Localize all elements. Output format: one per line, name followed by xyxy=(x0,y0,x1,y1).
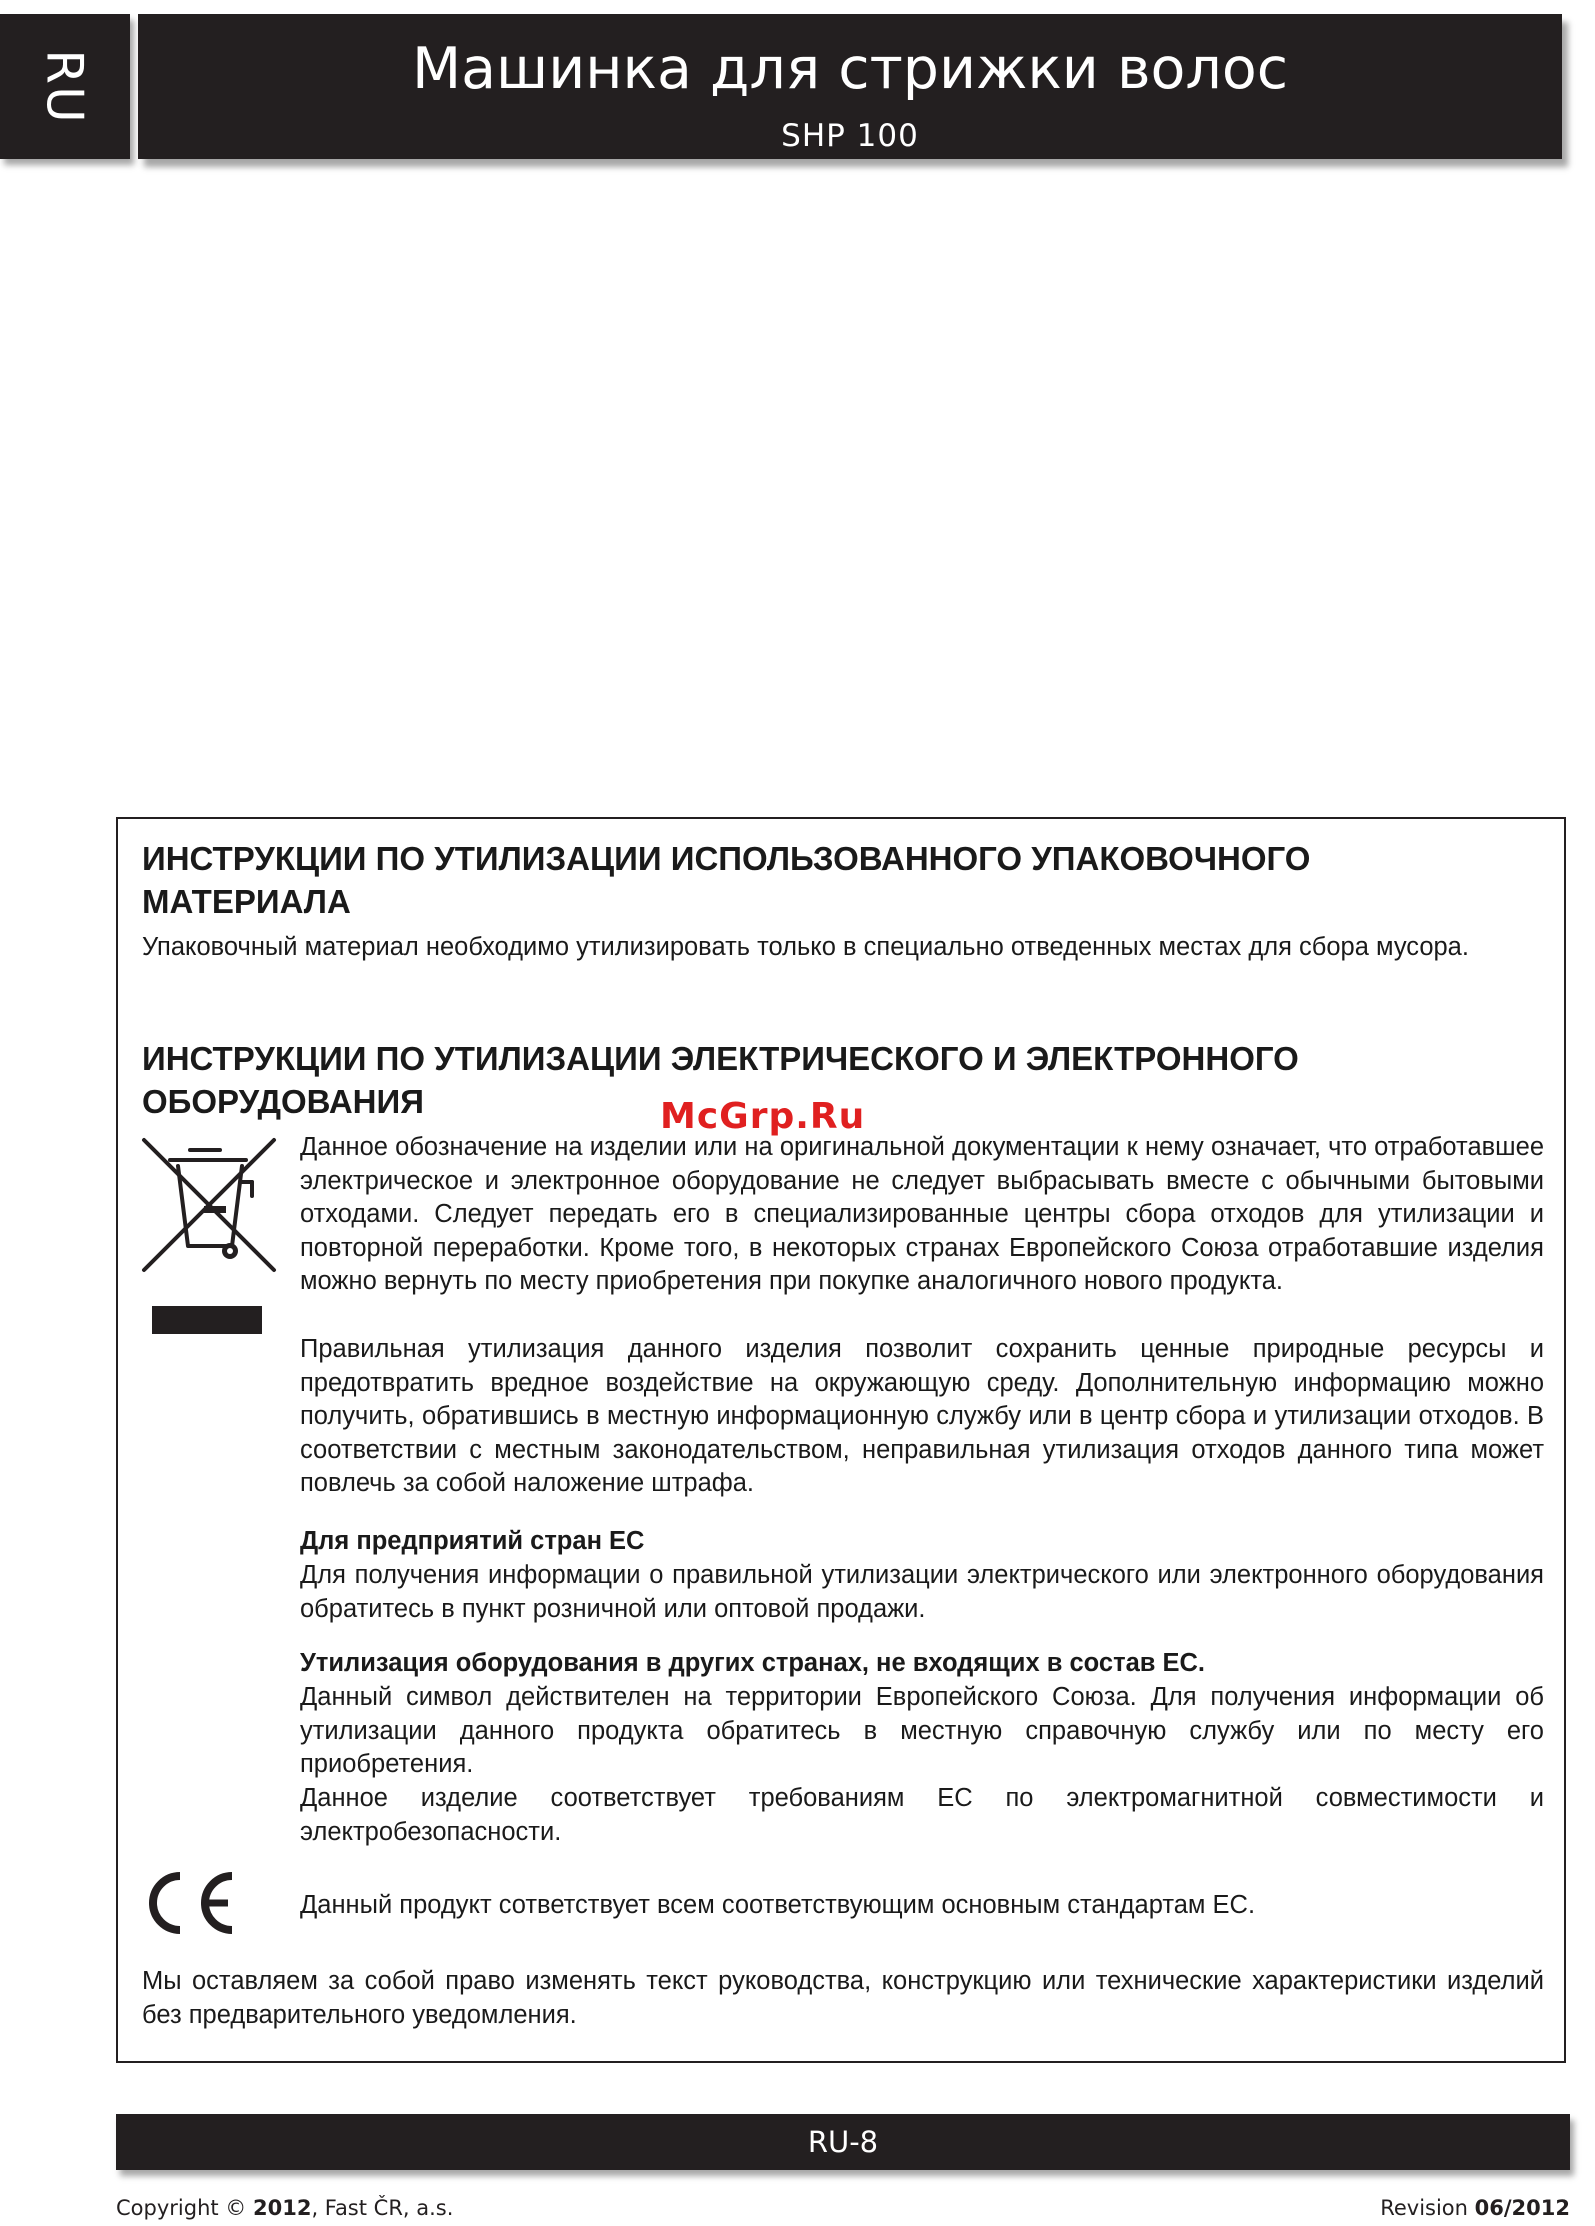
weee-paragraph-2: Правильная утилизация данного изделия позволит сохранить ценные природные ресурсы и предотвратить вредное воздействие на окружающую среду. Дополнительную информацию можно получить, обратившись в местную информационную службу или в центр сбора и утилизации отходов. В соответствии с местным законодательством, неправильная утилизация отходов данного типа может повлечь за собой наложение штрафа. xyxy=(300,1335,1544,1498)
revision-value: 06/2012 xyxy=(1474,2196,1570,2220)
business-heading: Для предприятий стран ЕС xyxy=(300,1527,645,1555)
language-code: RU xyxy=(36,48,94,125)
weee-heading: ИНСТРУКЦИИ ПО УТИЛИЗАЦИИ ЭЛЕКТРИЧЕСКОГО И ЭЛЕКТРОННОГО ОБОРУДОВАНИЯ xyxy=(142,1040,1299,1120)
model-number: SHP 100 xyxy=(781,118,919,154)
copyright-year: 2012 xyxy=(252,2196,312,2220)
other-countries-paragraph-2: Данное изделие соответствует требованиям ЕС по электромагнитной совместимости и электробезопасности. xyxy=(300,1784,1544,1846)
other-countries-heading: Утилизация оборудования в других странах, не входящих в состав ЕС. xyxy=(300,1649,1206,1677)
page-number: RU-8 xyxy=(807,2125,879,2159)
copyright-prefix: Copyright © xyxy=(116,2196,247,2220)
crossed-out-wheelie-bin-icon xyxy=(140,1136,280,1336)
other-countries-paragraph-1: Данный символ действителен на территории Европейского Союза. Для получения информации об утилизации данного продукта обратитесь в местную справочную службу или по месту его приобретения. xyxy=(300,1683,1544,1779)
language-tab xyxy=(0,14,130,159)
packaging-text: Упаковочный материал необходимо утилизировать только в специально отведенных местах для сбора мусора. xyxy=(142,933,1469,961)
header-bar xyxy=(138,14,1562,159)
watermark: McGrp.Ru xyxy=(660,1096,866,1137)
copyright-notice xyxy=(116,2196,453,2220)
copyright-owner: , Fast ČR, a.s. xyxy=(311,2196,454,2220)
ce-mark-icon xyxy=(140,1868,240,1938)
revision-prefix: Revision xyxy=(1380,2196,1468,2220)
ce-statement: Данный продукт сответствует всем соответствующим основным стандартам ЕС. xyxy=(300,1891,1256,1919)
disposal-info-box xyxy=(116,817,1566,2063)
revision-notice xyxy=(1380,2196,1570,2220)
page-number-bar xyxy=(116,2114,1570,2170)
page-title: Машинка для стрижки волос xyxy=(411,36,1289,102)
business-text: Для получения информации о правильной утилизации электрического или электронного оборудования обратитесь в пункт розничной или оптовой продажи. xyxy=(300,1561,1544,1623)
weee-paragraph-1: Данное обозначение на изделии или на оригинальной документации к нему означает, что отработавшее электрическое и электронное оборудование не следует выбрасывать вместе с обычными бытовыми отходами. Следует передать его в специализированные центры сбора отходов для утилизации и повторной переработки. Кроме того, в некоторых странах Европейского Союза отработавшие изделия можно вернуть по месту приобретения при покупке аналогичного нового продукта. xyxy=(300,1133,1544,1296)
packaging-heading: ИНСТРУКЦИИ ПО УТИЛИЗАЦИИ ИСПОЛЬЗОВАННОГО УПАКОВОЧНОГО МАТЕРИАЛА xyxy=(142,840,1311,920)
disclaimer-text: Мы оставляем за собой право изменять текст руководства, конструкцию или технические характеристики изделий без предварительного уведомления. xyxy=(142,1967,1544,2029)
